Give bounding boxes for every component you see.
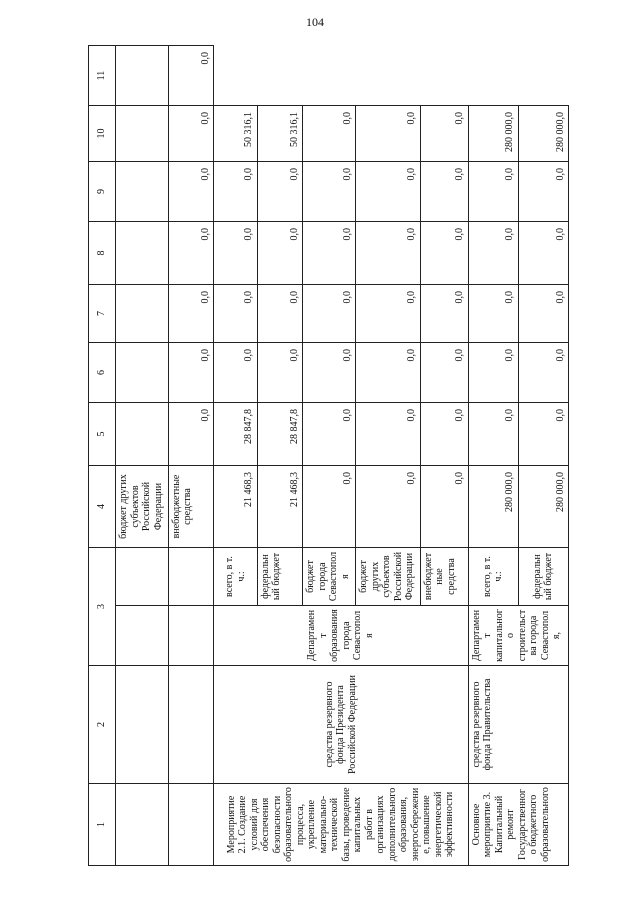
value-cell — [116, 403, 169, 466]
column-number-row — [89, 46, 116, 866]
value-cell: 0,0 — [468, 343, 518, 403]
funding-table — [88, 45, 569, 866]
col-header-5: 5 — [89, 403, 116, 466]
col-header-3: 3 — [89, 548, 116, 666]
value-cell: 280 000,0 — [468, 106, 518, 162]
funding-source-label: бюджет других субъектов Российской Федерации — [356, 548, 421, 606]
value-cell: 21 468,3 — [257, 466, 303, 548]
value-cell: 0,0 — [356, 162, 421, 222]
activity-2-1-executor: Департамент образования города Севастополя — [214, 606, 468, 666]
activity-3-executor: Департамент капитального строительства города Севастополя, — [468, 606, 569, 666]
funding-source-label: всего, в т. ч.: — [468, 548, 518, 606]
funding-source-label: федеральный бюджет — [518, 548, 568, 606]
value-cell: 0,0 — [303, 285, 356, 343]
funding-source-label: федеральный бюджет — [257, 548, 303, 606]
col-header-2: 2 — [89, 666, 116, 784]
value-cell: 50 316,1 — [257, 106, 303, 162]
value-cell: 0,0 — [214, 222, 257, 285]
value-cell: 0,0 — [356, 285, 421, 343]
value-cell — [116, 46, 169, 106]
value-cell: 0,0 — [168, 222, 214, 285]
value-cell: 0,0 — [356, 222, 421, 285]
value-cell: 0,0 — [168, 285, 214, 343]
table-container — [88, 46, 569, 866]
funding-source-label: бюджет других субъектов Российской Федерации — [116, 466, 169, 548]
empty-cell — [116, 548, 169, 606]
value-cell: 280 000,0 — [518, 466, 568, 548]
col-header-1: 1 — [89, 784, 116, 866]
value-cell: 0,0 — [303, 403, 356, 466]
value-cell: 0,0 — [168, 403, 214, 466]
value-cell: 0,0 — [257, 162, 303, 222]
value-cell: 0,0 — [356, 106, 421, 162]
col-header-7: 7 — [89, 285, 116, 343]
activity-2-1-name: Мероприятие 2.1. Создание условий для обеспечения безопасности образовательного процесса, укрепление материально-технической базы, проведение капитальных работ в организациях дополнительного образования, энергосбережение, повышение энергетической эффективности — [214, 784, 468, 866]
value-cell: 0,0 — [257, 222, 303, 285]
value-cell: 0,0 — [518, 222, 568, 285]
value-cell: 0,0 — [168, 106, 214, 162]
value-cell — [116, 106, 169, 162]
value-cell: 0,0 — [518, 343, 568, 403]
value-cell: 21 468,3 — [214, 466, 257, 548]
value-cell: 0,0 — [518, 285, 568, 343]
funding-source-label: внебюджетные средства — [168, 466, 214, 548]
value-cell: 0,0 — [420, 466, 468, 548]
col-header-8: 8 — [89, 222, 116, 285]
value-cell: 50 316,1 — [214, 106, 257, 162]
value-cell: 0,0 — [420, 222, 468, 285]
value-cell: 0,0 — [468, 162, 518, 222]
value-cell: 0,0 — [420, 285, 468, 343]
value-cell: 0,0 — [420, 403, 468, 466]
empty-cell — [116, 606, 169, 666]
col-header-4: 4 — [89, 466, 116, 548]
value-cell — [116, 162, 169, 222]
funding-source-label: всего, в т. ч.: — [214, 548, 257, 606]
value-cell: 0,0 — [168, 46, 214, 106]
value-cell: 28 847,8 — [257, 403, 303, 466]
empty-cell — [168, 784, 214, 866]
value-cell: 280 000,0 — [518, 106, 568, 162]
value-cell: 280 000,0 — [468, 466, 518, 548]
table-row — [116, 46, 169, 866]
funding-source-label: внебюджетные средства — [420, 548, 468, 606]
empty-cell — [168, 548, 214, 606]
page-number: 104 — [306, 15, 324, 29]
col-header-9: 9 — [89, 162, 116, 222]
value-cell: 0,0 — [257, 285, 303, 343]
value-cell: 0,0 — [303, 106, 356, 162]
value-cell: 0,0 — [468, 222, 518, 285]
value-cell: 0,0 — [518, 403, 568, 466]
value-cell: 28 847,8 — [214, 403, 257, 466]
empty-cell — [168, 606, 214, 666]
value-cell: 0,0 — [518, 162, 568, 222]
value-cell: 0,0 — [303, 222, 356, 285]
activity-2-1-source: средства резервного фонда Президента Российской Федерации — [214, 666, 468, 784]
value-cell — [116, 343, 169, 403]
value-cell: 0,0 — [356, 466, 421, 548]
value-cell: 0,0 — [303, 466, 356, 548]
empty-cell — [116, 784, 169, 866]
value-cell: 0,0 — [420, 343, 468, 403]
table-row — [468, 46, 518, 866]
funding-source-label: бюджет города Севастополя — [303, 548, 356, 606]
col-header-10: 10 — [89, 106, 116, 162]
value-cell: 0,0 — [168, 162, 214, 222]
value-cell: 0,0 — [356, 343, 421, 403]
value-cell: 0,0 — [468, 403, 518, 466]
value-cell: 0,0 — [356, 403, 421, 466]
value-cell: 0,0 — [420, 162, 468, 222]
activity-3-name: Основное мероприятие 3. Капитальный ремонт Государственного бюджетного образовательного — [468, 784, 569, 866]
activity-3-source: средства резервного фонда Правительства — [468, 666, 569, 784]
value-cell: 0,0 — [214, 162, 257, 222]
empty-cell — [116, 666, 169, 784]
value-cell — [116, 285, 169, 343]
value-cell: 0,0 — [214, 343, 257, 403]
empty-cell — [168, 666, 214, 784]
value-cell: 0,0 — [303, 343, 356, 403]
value-cell — [116, 222, 169, 285]
value-cell: 0,0 — [257, 343, 303, 403]
table-row — [214, 46, 257, 866]
value-cell: 0,0 — [168, 343, 214, 403]
col-header-6: 6 — [89, 343, 116, 403]
value-cell: 0,0 — [468, 285, 518, 343]
value-cell: 0,0 — [420, 106, 468, 162]
table-row — [168, 46, 214, 866]
col-header-11: 11 — [89, 46, 116, 106]
value-cell: 0,0 — [214, 285, 257, 343]
value-cell: 0,0 — [303, 162, 356, 222]
